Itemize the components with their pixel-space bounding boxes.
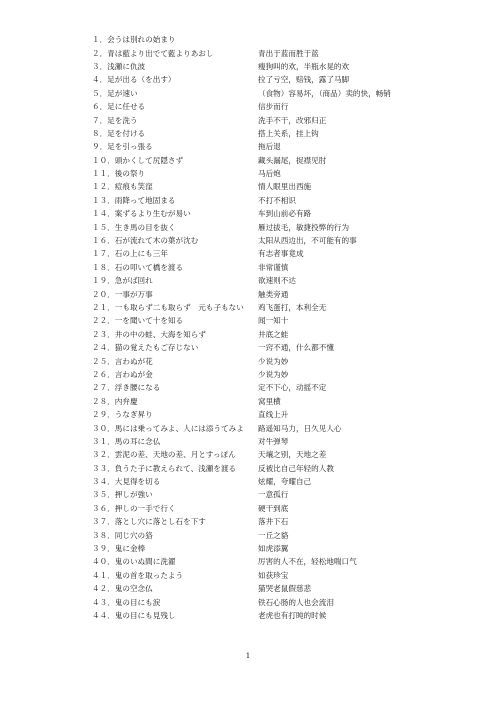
japanese-idiom: １９．急がば回れ — [92, 276, 153, 286]
idiom-row — [92, 46, 478, 59]
idiom-row — [92, 33, 478, 46]
chinese-meaning: 拉了亏空，赔钱，露了马脚 — [258, 75, 350, 85]
chinese-meaning: 车到山前必有路 — [258, 209, 312, 219]
japanese-idiom: １５．生き馬の目を抜く — [92, 222, 176, 232]
chinese-meaning: 定不下心，动摇不定 — [258, 383, 327, 393]
idiom-row — [92, 448, 478, 461]
japanese-idiom: ５．足が速い — [92, 88, 138, 98]
japanese-idiom: ３１．馬の耳に念仏 — [92, 436, 161, 446]
idiom-row — [92, 127, 478, 140]
japanese-idiom: ２３．井の中の蛙、大海を知らず — [92, 329, 206, 339]
idiom-row — [92, 595, 478, 608]
idiom-row — [92, 569, 478, 582]
idiom-row — [92, 207, 478, 220]
japanese-idiom: ９．足を引っ張る — [92, 142, 153, 152]
idiom-row — [92, 421, 478, 434]
chinese-meaning: 不打不相识 — [258, 195, 296, 205]
japanese-idiom: ２２．一を聞いて十を知る — [92, 316, 184, 326]
chinese-meaning: 窝里横 — [258, 396, 281, 406]
japanese-idiom: １２．痘痕も笑窪 — [92, 182, 153, 192]
idiom-row — [92, 542, 478, 555]
japanese-idiom: １３．雨降って地固まる — [92, 195, 176, 205]
japanese-idiom: ３９．鬼に金棒 — [92, 544, 146, 554]
chinese-meaning: 厉害的人不在，轻松地喘口气 — [258, 557, 357, 567]
idiom-row — [92, 274, 478, 287]
chinese-meaning: 少说为妙 — [258, 356, 289, 366]
chinese-meaning: 直线上升 — [258, 410, 289, 420]
chinese-meaning: 猫哭老鼠假慈悲 — [258, 584, 312, 594]
idiom-row — [92, 247, 478, 260]
japanese-idiom: ８．足を付ける — [92, 128, 146, 138]
chinese-meaning: 对牛弹琴 — [258, 436, 289, 446]
idiom-row — [92, 341, 478, 354]
japanese-idiom: ４１．鬼の首を取ったよう — [92, 570, 184, 580]
idiom-row — [92, 354, 478, 367]
chinese-meaning: 鸡飞蛋打，本利全无 — [258, 303, 327, 312]
idiom-row — [92, 408, 478, 421]
japanese-idiom: １０．頭かくして尻隠さず — [92, 155, 184, 165]
chinese-meaning: 如虎添翼 — [258, 544, 289, 554]
idiom-row — [92, 582, 478, 595]
chinese-meaning: 欲速则不达 — [258, 276, 296, 286]
chinese-meaning: 反被比自己年轻的人教 — [258, 463, 334, 473]
idiom-row — [92, 314, 478, 327]
idiom-row — [92, 301, 478, 314]
japanese-idiom: １７．石の上にも三年 — [92, 249, 168, 259]
chinese-meaning: 马后炮 — [258, 169, 281, 179]
chinese-meaning: 井底之蛙 — [258, 329, 289, 339]
japanese-idiom: ７．足を洗う — [92, 115, 138, 125]
japanese-idiom: ３５．押しが強い — [92, 490, 153, 500]
japanese-idiom: ６．足に任せる — [92, 102, 146, 112]
idiom-row — [92, 194, 478, 207]
japanese-idiom: １８．石の叩いて橋を渡る — [92, 262, 184, 272]
idiom-row — [92, 100, 478, 113]
chinese-meaning: 一窍不通，什么都不懂 — [258, 343, 334, 353]
idiom-row — [92, 395, 478, 408]
chinese-meaning: 一意孤行 — [258, 490, 289, 500]
idiom-list — [92, 33, 478, 622]
idiom-row — [92, 555, 478, 568]
japanese-idiom: ３．浅瀬に仇波 — [92, 61, 146, 71]
chinese-meaning: 藏头漏尾，捉襟见肘 — [258, 155, 327, 165]
idiom-row — [92, 488, 478, 501]
idiom-row — [92, 515, 478, 528]
japanese-idiom: ３８．同じ穴の狢 — [92, 530, 153, 540]
japanese-idiom: ２７．浮き腰になる — [92, 383, 161, 393]
idiom-row — [92, 475, 478, 488]
japanese-idiom: １４．案ずるより生むが易い — [92, 209, 191, 219]
japanese-idiom: ４３．鬼の目にも涙 — [92, 597, 161, 607]
japanese-idiom: ４２．鬼の空念仏 — [92, 584, 153, 594]
idiom-row — [92, 73, 478, 86]
idiom-row — [92, 328, 478, 341]
chinese-meaning: 瘦狗叫的欢，半瓶水晃的欢 — [258, 61, 350, 71]
chinese-meaning: 天壤之别，天地之差 — [258, 450, 327, 460]
idiom-row — [92, 261, 478, 274]
idiom-row — [92, 140, 478, 153]
chinese-meaning: 有志者事竟成 — [258, 249, 304, 259]
idiom-row — [92, 220, 478, 233]
japanese-idiom: ４．足が出る（を出す） — [92, 75, 176, 85]
japanese-idiom: ３７．落とし穴に落とし石を下す — [92, 517, 206, 527]
japanese-idiom: ３３．負うた子に教えられて、浅瀬を渡る — [92, 463, 237, 473]
japanese-idiom: ３０．馬には乗ってみよ、人には添うてみよ — [92, 423, 244, 433]
idiom-row — [92, 287, 478, 300]
japanese-idiom: １．会うは別れの始まり — [92, 35, 176, 45]
chinese-meaning: 信步而行 — [258, 102, 289, 112]
japanese-idiom: ２９．うなぎ昇り — [92, 410, 153, 420]
chinese-meaning: 搭上关系，挂上钩 — [258, 128, 319, 138]
chinese-meaning: 炫耀，夸耀自己 — [258, 477, 312, 487]
chinese-meaning: 太阳从西边出，不可能有的事 — [258, 236, 357, 246]
idiom-row — [92, 180, 478, 193]
japanese-idiom: ２．青は藍より出でて藍よりあおし — [92, 48, 214, 58]
idiom-row — [92, 167, 478, 180]
japanese-idiom: ３２．雲泥の差、天地の差、月とすっぽん — [92, 450, 236, 460]
chinese-meaning: （食物）容易坏，（商品）卖的快，畅销 — [258, 88, 391, 98]
japanese-idiom: ２８．内弁慶 — [92, 396, 138, 406]
chinese-meaning: 触类旁通 — [258, 289, 289, 299]
chinese-meaning: 非常谨慎 — [258, 262, 289, 272]
idiom-row — [92, 368, 478, 381]
chinese-meaning: 老虎也有打盹的时候 — [258, 610, 327, 620]
japanese-idiom: ４０．鬼のいぬ間に洗濯 — [92, 557, 176, 567]
japanese-idiom: ２５．言わぬが花 — [92, 356, 153, 366]
chinese-meaning: 少说为妙 — [258, 369, 289, 379]
idiom-row — [92, 60, 478, 73]
chinese-meaning: 拖后退 — [258, 142, 281, 152]
idiom-row — [92, 113, 478, 126]
idiom-row — [92, 234, 478, 247]
japanese-idiom: ３４．大見得を切る — [92, 477, 161, 487]
japanese-idiom: ２４．猫の覚えたもご存じない — [92, 343, 199, 353]
japanese-idiom: １１．後の祭り — [92, 169, 146, 179]
japanese-idiom: ３６．押しの一手で行く — [92, 503, 176, 513]
chinese-meaning: 落井下石 — [258, 517, 289, 527]
chinese-meaning: 情人眼里出西施 — [258, 182, 312, 192]
chinese-meaning: 如获珍宝 — [258, 570, 289, 580]
chinese-meaning: 硬干到底 — [258, 503, 289, 513]
idiom-row — [92, 87, 478, 100]
chinese-meaning: 青出于蓝而胜于蓝 — [258, 48, 319, 58]
japanese-idiom: １６．石が流れて木の葉が沈む — [92, 236, 199, 246]
idiom-row — [92, 502, 478, 515]
chinese-meaning: 一丘之貉 — [258, 530, 289, 540]
japanese-idiom: ２６．言わぬが金 — [92, 369, 153, 379]
idiom-row — [92, 435, 478, 448]
chinese-meaning: 铁石心肠的人也会流泪 — [258, 597, 334, 607]
japanese-idiom: ４４．鬼の目にも見残し — [92, 610, 176, 620]
chinese-meaning: 路遥知马力，日久见人心 — [258, 423, 342, 433]
japanese-idiom: ２０．一事が万事 — [92, 289, 153, 299]
idiom-row — [92, 462, 478, 475]
japanese-idiom: ２１．一も取らず二も取らず 元も子もない — [92, 303, 244, 312]
idiom-row — [92, 381, 478, 394]
page-number: 1 — [245, 651, 251, 660]
idiom-row — [92, 154, 478, 167]
chinese-meaning: 雁过拔毛，敏捷投弊的行为 — [258, 222, 350, 232]
idiom-row — [92, 609, 478, 622]
chinese-meaning: 闻一知十 — [258, 316, 289, 326]
chinese-meaning: 洗手不干，改邪归正 — [258, 115, 327, 125]
idiom-row — [92, 528, 478, 541]
